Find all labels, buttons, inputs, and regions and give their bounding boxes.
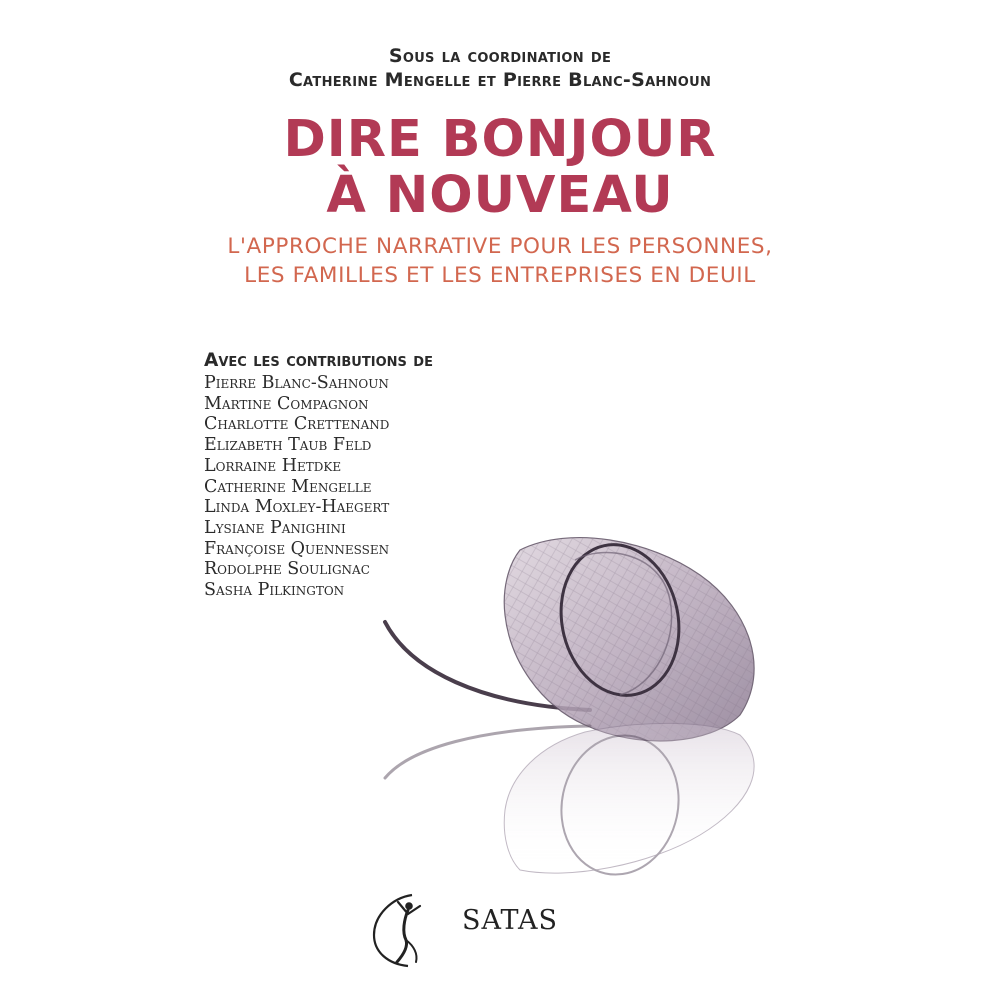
contributor-name: Françoise Quennessen	[204, 538, 390, 559]
leaf-veins	[504, 538, 754, 741]
contributor-name: Martine Compagnon	[204, 393, 369, 414]
coordination-block	[0, 44, 1000, 92]
subtitle-line-1: L'APPROCHE NARRATIVE POUR LES PERSONNES,	[227, 234, 773, 259]
dancer-icon	[397, 902, 420, 962]
publisher-name: SATAS	[462, 905, 559, 936]
contributions-heading: Avec les contributions de	[204, 350, 433, 371]
leaf-illustration	[370, 520, 790, 880]
contributor-name: Linda Moxley-Haegert	[204, 497, 390, 518]
book-title	[0, 112, 1000, 224]
subtitle-line-2: LES FAMILLES ET LES ENTREPRISES EN DEUIL	[244, 263, 756, 288]
contributor-name: Rodolphe Soulignac	[204, 559, 370, 580]
contributor-name: Charlotte Crettenand	[204, 414, 390, 435]
contributor-name: Catherine Mengelle	[204, 476, 372, 497]
contributor-name: Lysiane Panighini	[204, 517, 346, 538]
contributor-name: Lorraine Hetdke	[204, 455, 342, 476]
book-subtitle	[0, 232, 1000, 290]
title-line-2: À NOUVEAU	[326, 166, 674, 225]
contributor-name: Pierre Blanc-Sahnoun	[204, 373, 389, 393]
contributor-name: Elizabeth Taub Feld	[204, 435, 372, 456]
coordination-label: Sous la coordination de	[388, 45, 612, 67]
title-line-1: DIRE BONJOUR	[283, 110, 717, 169]
contributor-name: Sasha Pilkington	[204, 580, 345, 601]
coordinators: Catherine Mengelle et Pierre Blanc-Sahnoun	[288, 69, 712, 91]
leaf-reflection	[385, 723, 754, 880]
